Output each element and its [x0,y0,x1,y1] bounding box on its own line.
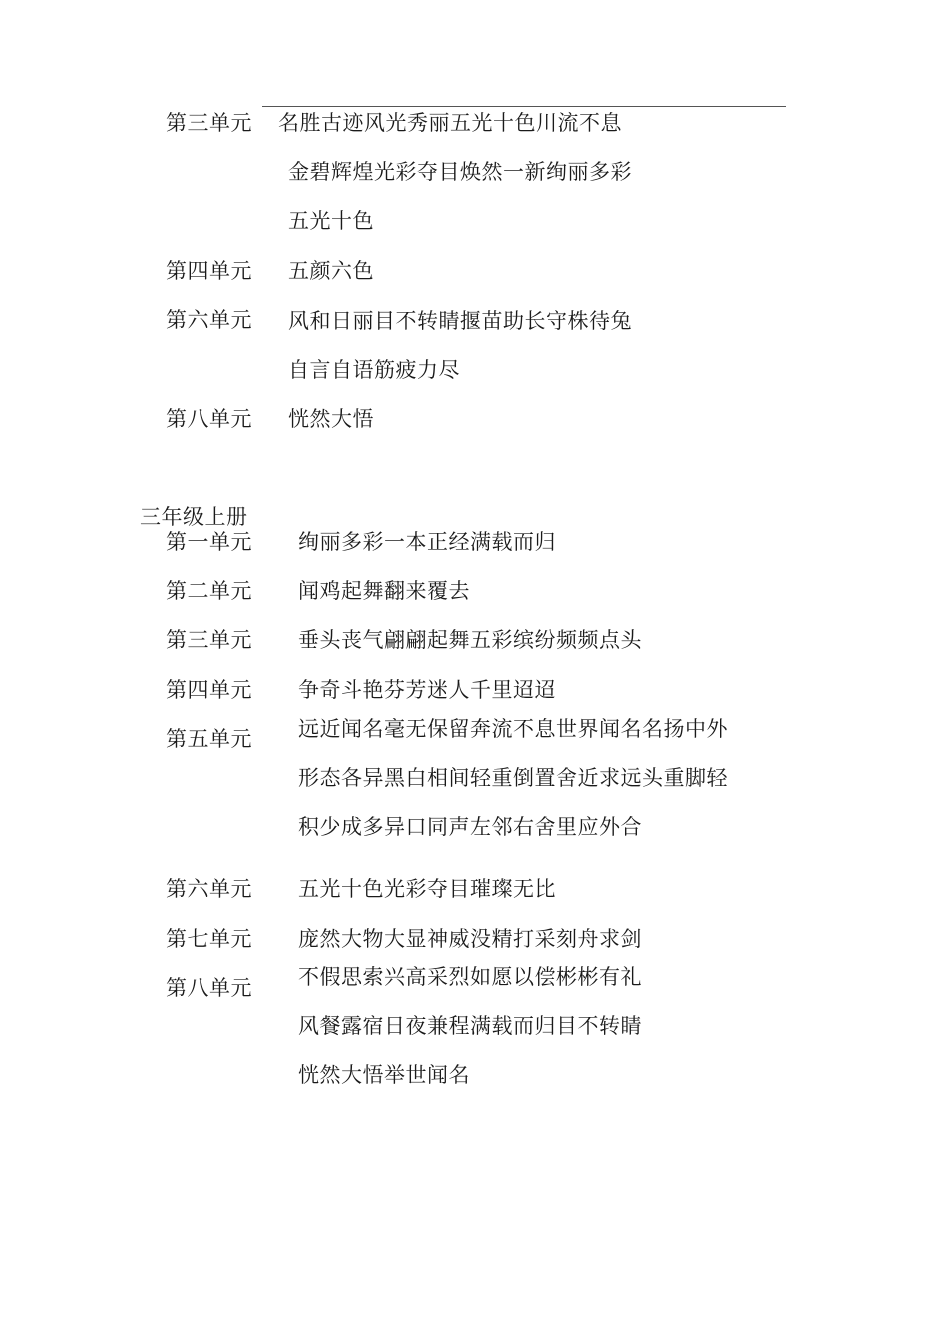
idiom-line: 争奇斗艳芬芳迷人千里迢迢 [298,678,556,702]
unit-label: 第四单元 [166,259,252,283]
idiom-line: 形态各异黑白相间轻重倒置舍近求远头重脚轻 [298,766,728,790]
idiom-line: 五光十色 [288,209,374,233]
idiom-line: 风餐露宿日夜兼程满载而归目不转睛 [298,1014,642,1038]
idiom-line: 绚丽多彩一本正经满载而归 [298,530,556,554]
unit-label: 第四单元 [166,678,252,702]
idiom-line: 五光十色光彩夺目璀璨无比 [298,877,556,901]
idiom-line: 金碧辉煌光彩夺目焕然一新绚丽多彩 [288,160,632,184]
unit-label: 第三单元 [166,111,252,135]
unit-label: 第八单元 [166,976,252,1000]
unit-label: 第六单元 [166,308,252,332]
idiom-line: 自言自语筋疲力尽 [288,358,460,382]
idiom-line: 积少成多异口同声左邻右舍里应外合 [298,815,642,839]
top-rule [262,106,786,107]
idiom-line: 闻鸡起舞翻来覆去 [298,579,470,603]
unit-label: 第六单元 [166,877,252,901]
unit-label: 第二单元 [166,579,252,603]
idiom-line: 恍然大悟 [288,407,374,431]
grade-heading: 三年级上册 [140,505,248,529]
unit-label: 第八单元 [166,407,252,431]
idiom-line: 不假思索兴高采烈如愿以偿彬彬有礼 [298,965,642,989]
idiom-line: 风和日丽目不转睛揠苗助长守株待兔 [288,309,632,333]
idiom-line: 五颜六色 [288,259,374,283]
unit-label: 第三单元 [166,628,252,652]
idiom-line: 庞然大物大显神威没精打采刻舟求剑 [298,927,642,951]
idiom-line: 垂头丧气翩翩起舞五彩缤纷频频点头 [298,628,642,652]
idiom-line: 恍然大悟举世闻名 [298,1063,470,1087]
unit-label: 第一单元 [166,530,252,554]
unit-label: 第五单元 [166,727,252,751]
idiom-line: 远近闻名毫无保留奔流不息世界闻名名扬中外 [298,717,728,741]
unit-label: 第七单元 [166,927,252,951]
idiom-line: 名胜古迹风光秀丽五光十色川流不息 [278,111,622,135]
